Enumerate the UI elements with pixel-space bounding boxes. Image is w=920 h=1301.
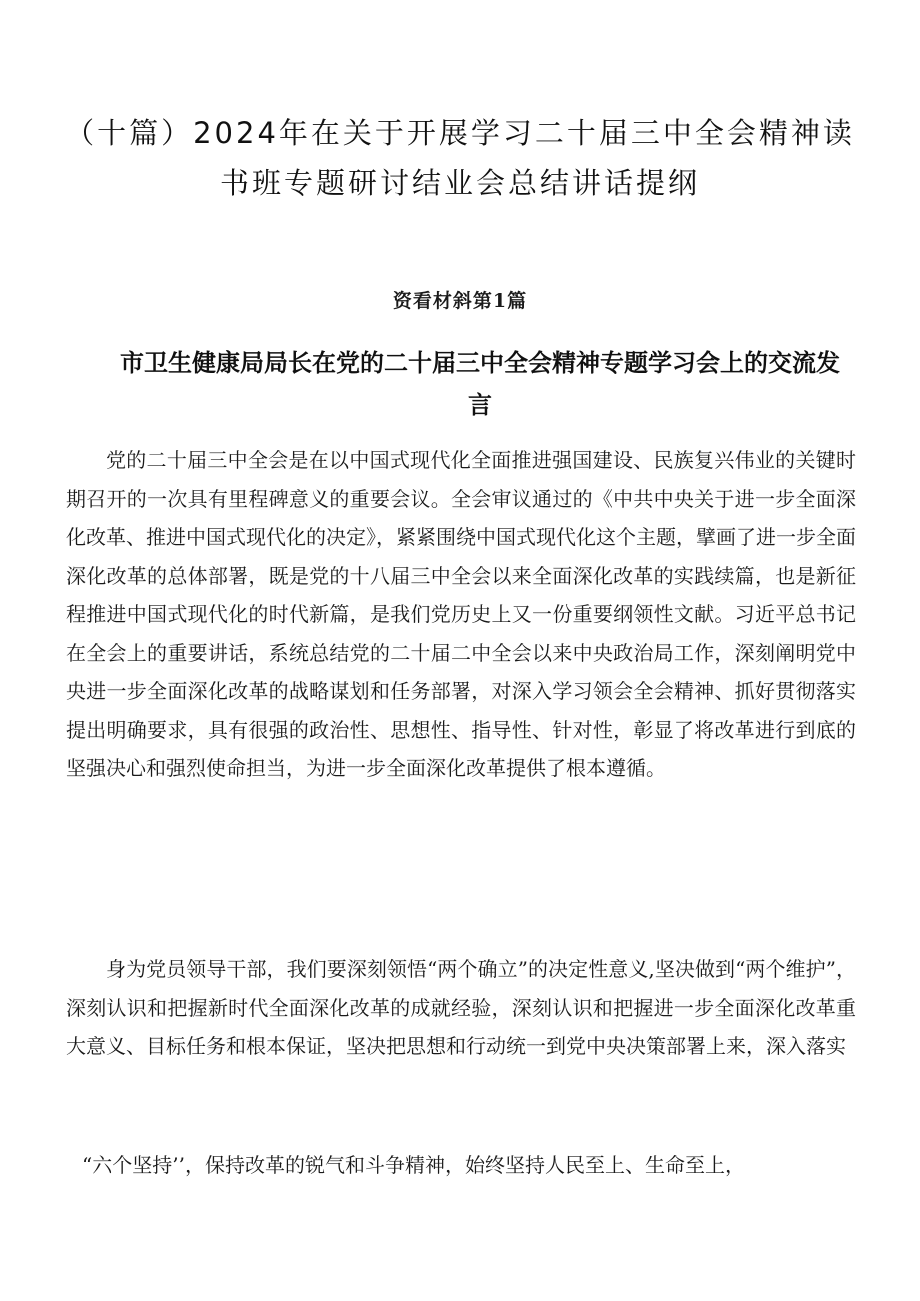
body-paragraph-3: “六个坚持’’，保持改革的锐气和斗争精神，始终坚持人民至上、生命至上， bbox=[82, 1153, 745, 1177]
section-label: 资看材斜第1篇 bbox=[392, 290, 528, 312]
article-title: 市卫生健康局局长在党的二十届三中全会精神专题学习会上的交流发言 bbox=[120, 349, 840, 419]
body-paragraph-1: 党的二十届三中全会是在以中国式现代化全面推进强国建设、民族复兴伟业的关键时期召开的一次具有里程碑意义的重要会议。全会审议通过的《中共中央关于进一步全面深化改革、推进中国式现代化的决定》，紧紧围绕中国式现代化这个主题，擘画了进一步全面深化改革的总体部署，既是党的十八届三中全会以来全面深化改革的实践续篇，也是新征程推进中国式现代化的时代新篇，是我们党历史上又一份重要纲领性文献。习近平总书记在全会上的重要讲话，系统总结党的二十届二中全会以来中央政治局工作，深刻阐明党中央进一步全面深化改革的战略谋划和任务部署，对深入学习领会全会精神、抓好贯彻落实提出明确要求，具有很强的政治性、思想性、指导性、针对性，彰显了将改革进行到底的坚强决心和强烈使命担当，为进一步全面深化改革提供了根本遵循。 bbox=[66, 448, 856, 780]
body-paragraph-2: 身为党员领导干部，我们要深刻领悟“两个确立”的决定性意义,坚决做到“两个维护”，深刻认识和把握新时代全面深化改革的成就经验，深刻认识和把握进一步全面深化改革重大意义、目标任务和根本保证，坚决把思想和行动统一到党中央决策部署上来，深入落实 bbox=[66, 957, 856, 1058]
document-title: （十篇）2024年在关于开展学习二十届三中全会精神读书班专题研讨结业会总结讲话提纲 bbox=[65, 116, 855, 200]
